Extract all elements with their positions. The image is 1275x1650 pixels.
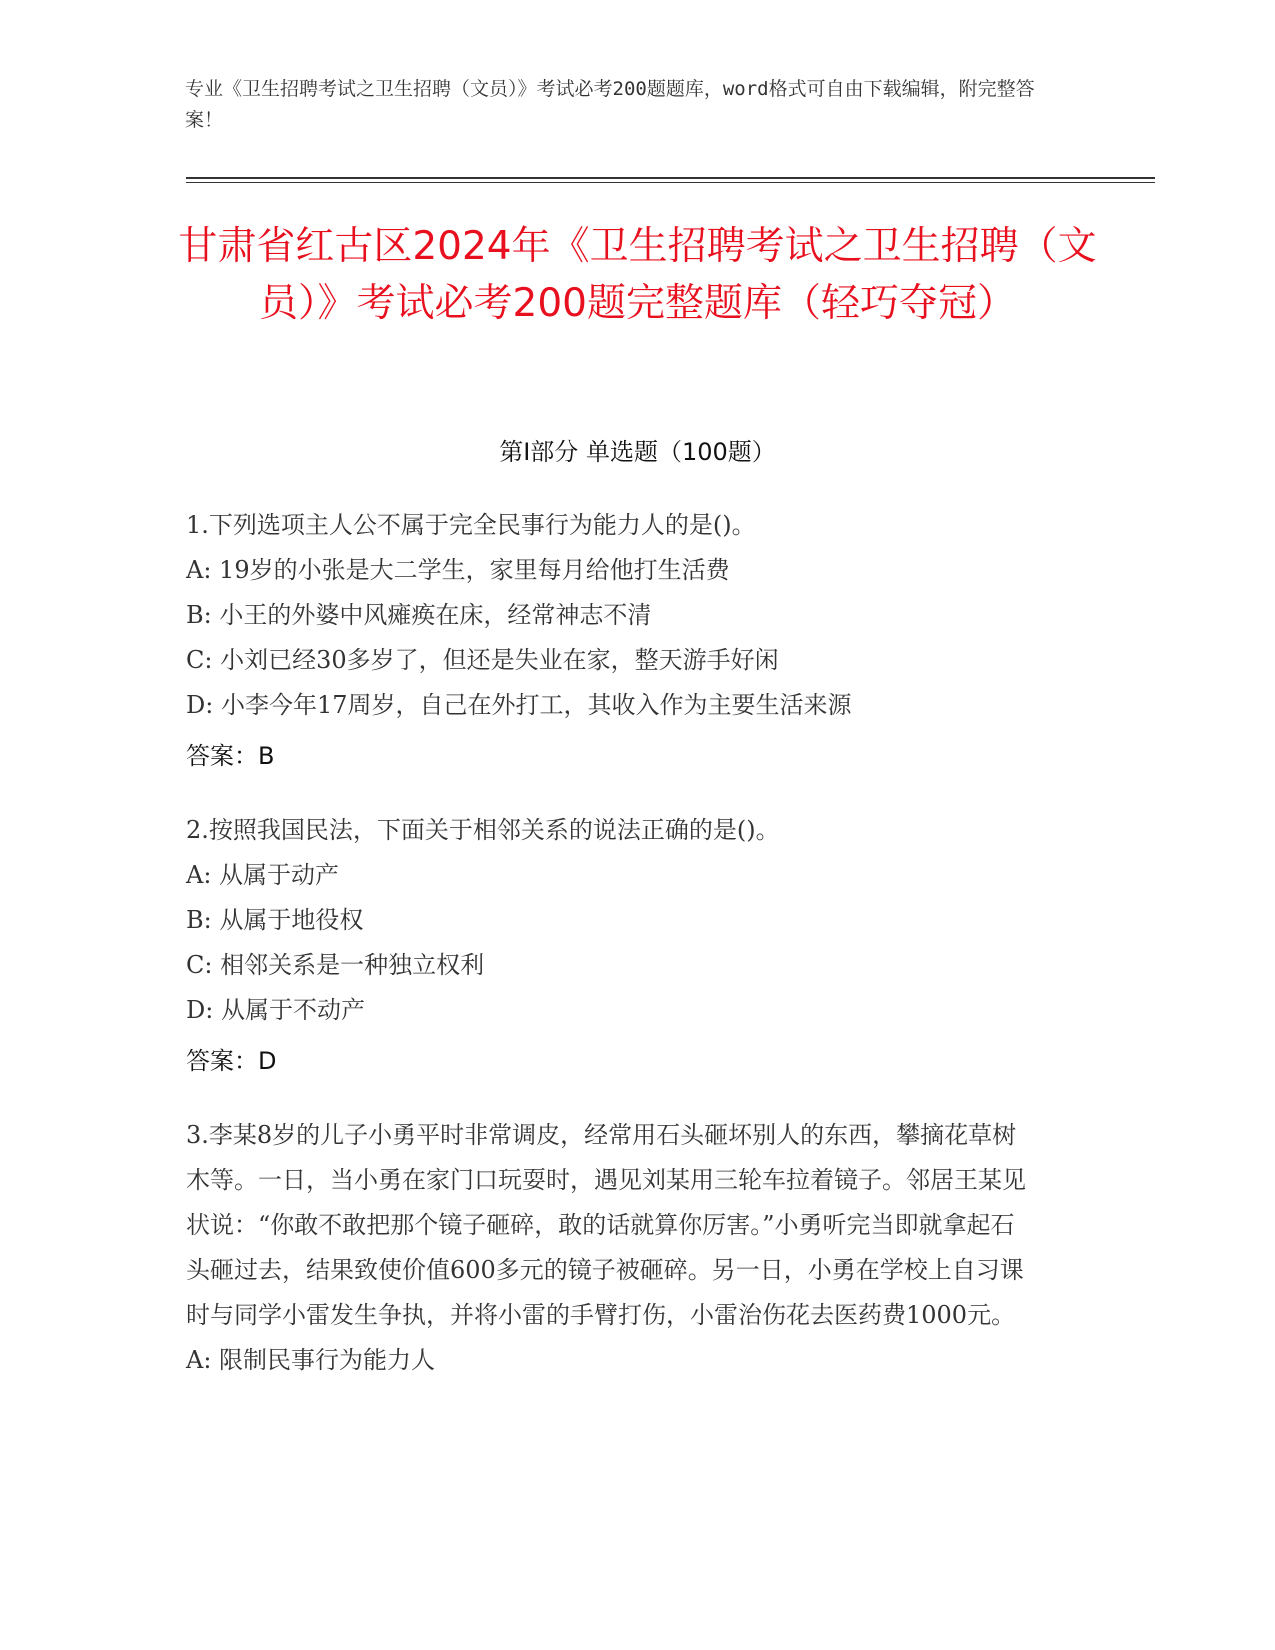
question-3 — [186, 1113, 1026, 1383]
answer: 答案：D — [186, 1047, 277, 1075]
option-b: B: 小王的外婆中风瘫痪在床，经常神志不清 — [186, 601, 652, 629]
option-a: A: 从属于动产 — [186, 861, 340, 889]
header-note: 专业《卫生招聘考试之卫生招聘（文员）》考试必考200题题库，word格式可自由下载编辑，附完整答案！ — [185, 78, 1035, 131]
answer: 答案：B — [186, 742, 275, 770]
question-stem: 2.按照我国民法，下面关于相邻关系的说法正确的是()。 — [186, 816, 780, 844]
header-divider — [186, 177, 1155, 179]
document-title: 甘肃省红古区2024年《卫生招聘考试之卫生招聘（文员）》考试必考200题完整题库（轻巧夺冠） — [178, 224, 1097, 326]
question-stem: 3.李某8岁的儿子小勇平时非常调皮，经常用石头砸坏别人的东西，攀摘花草树木等。一日，当小勇在家门口玩耍时，遇见刘某用三轮车拉着镜子。邻居王某见状说：“你敢不敢把那个镜子砸碎，敢的话就算你厉害。”小勇听完当即就拿起石头砸过去，结果致使价值600多元的镜子被砸碎。另一日，小勇在学校上自习课时与同学小雷发生争执，并将小雷的手臂打伤，小雷治伤花去医药费1000元。 — [186, 1121, 1026, 1329]
option-a: A: 19岁的小张是大二学生，家里每月给他打生活费 — [186, 556, 730, 584]
question-stem: 1.下列选项主人公不属于完全民事行为能力人的是()。 — [186, 511, 756, 539]
option-d: D: 从属于不动产 — [186, 996, 365, 1024]
question-2 — [186, 808, 1086, 1076]
option-c: C: 相邻关系是一种独立权利 — [186, 951, 485, 979]
option-a: A: 限制民事行为能力人 — [186, 1346, 436, 1374]
option-c: C: 小刘已经30多岁了，但还是失业在家，整天游手好闲 — [186, 646, 779, 674]
header-divider-thin — [186, 182, 1155, 183]
option-b: B: 从属于地役权 — [186, 906, 364, 934]
option-d: D: 小李今年17周岁，自己在外打工，其收入作为主要生活来源 — [186, 691, 852, 719]
section-title: 第I部分 单选题（100题） — [499, 438, 776, 466]
question-1 — [186, 503, 1086, 771]
